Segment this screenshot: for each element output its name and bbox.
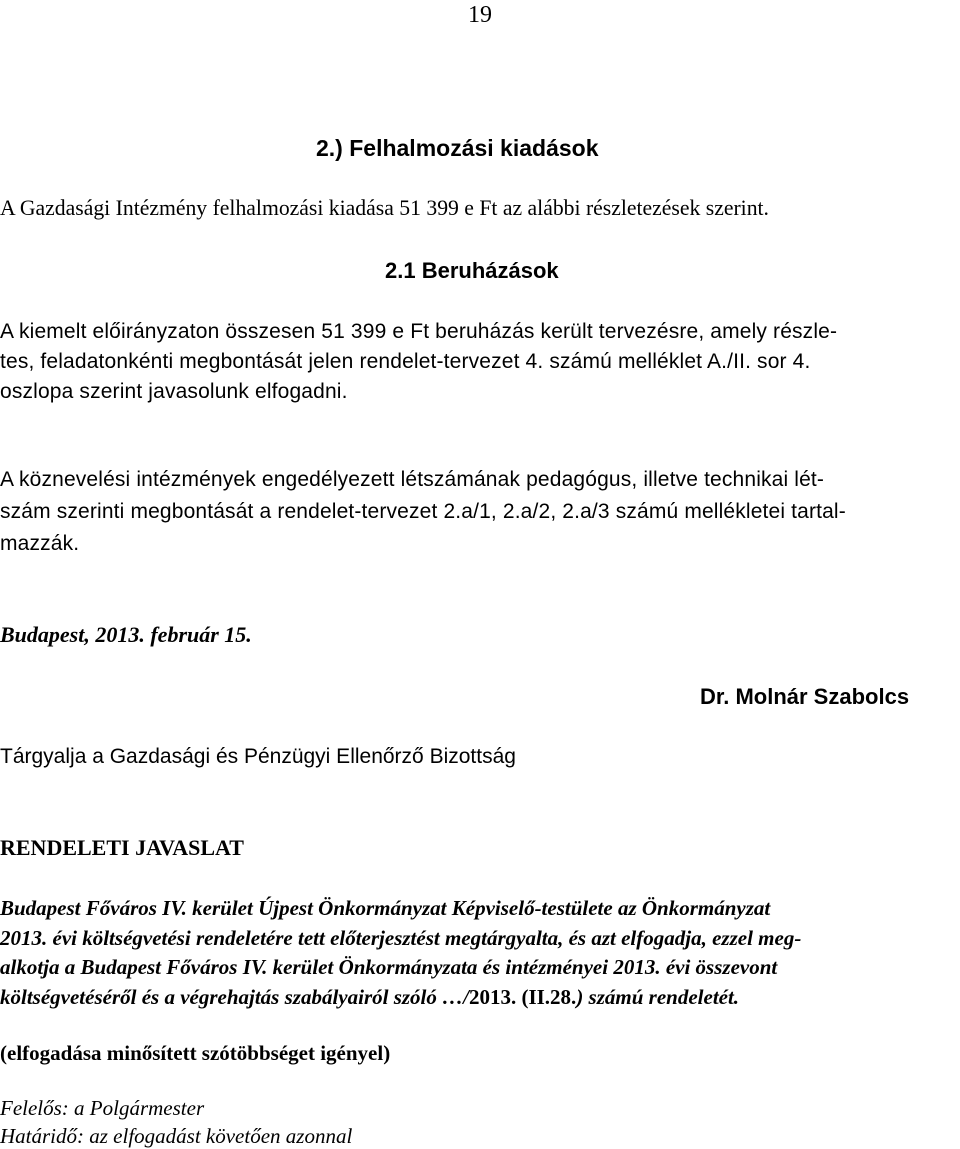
page-number: 19 xyxy=(468,2,492,28)
paragraph-line: A köznevelési intézmények engedélyezett létszámának pedagógus, illetve technikai lét- xyxy=(0,468,825,491)
deadline: Határidő: az elfogadást követően azonnal xyxy=(0,1124,353,1148)
proposal-line: Budapest Főváros IV. kerület Újpest Önkormányzat Képviselő-testülete az Önkormányzat xyxy=(0,896,771,920)
responsible-person: Felelős: a Polgármester xyxy=(0,1096,205,1120)
section-title: 2.) Felhalmozási kiadások xyxy=(316,135,599,161)
paragraph-line: oszlopa szerint javasolunk elfogadni. xyxy=(0,380,348,403)
proposal-line xyxy=(0,985,739,1010)
majority-note: (elfogadása minősített szótöbbséget igényel) xyxy=(0,1041,391,1065)
proposal-line-italic: költségvetéséről és a végrehajtás szabályairól szóló …/ xyxy=(0,985,469,1009)
paragraph-line: tes, feladatonkénti megbontását jelen rendelet-tervezet 4. számú melléklet A./II. sor 4. xyxy=(0,350,811,373)
paragraph-line: mazzák. xyxy=(0,532,80,555)
place-date: Budapest, 2013. február 15. xyxy=(0,622,252,647)
signatory-name: Dr. Molnár Szabolcs xyxy=(700,684,910,709)
proposal-title: RENDELETI JAVASLAT xyxy=(0,835,244,860)
proposal-line-end: ) számú rendeletét. xyxy=(576,985,740,1009)
proposal-line-bold: 2013. (II.28. xyxy=(468,985,577,1009)
paragraph-line: A kiemelt előirányzaton összesen 51 399 e Ft beruházás került tervezésre, amely részle- xyxy=(0,320,838,343)
paragraph-line: szám szerinti megbontását a rendelet-tervezet 2.a/1, 2.a/2, 2.a/3 számú mellékletei tartal- xyxy=(0,500,846,523)
proposal-line: alkotja a Budapest Főváros IV. kerület Önkormányzata és intézményei 2013. évi összevont xyxy=(0,955,778,979)
proposal-line: 2013. évi költségvetési rendeletére tett előterjesztést megtárgyalta, és azt elfogadja, ezzel meg- xyxy=(0,926,802,950)
section-intro: A Gazdasági Intézmény felhalmozási kiadása 51 399 e Ft az alábbi részletezések szerint. xyxy=(0,196,769,220)
subsection-title: 2.1 Beruházások xyxy=(385,258,559,283)
committee-note: Tárgyalja a Gazdasági és Pénzügyi Ellenőrző Bizottság xyxy=(0,745,516,768)
